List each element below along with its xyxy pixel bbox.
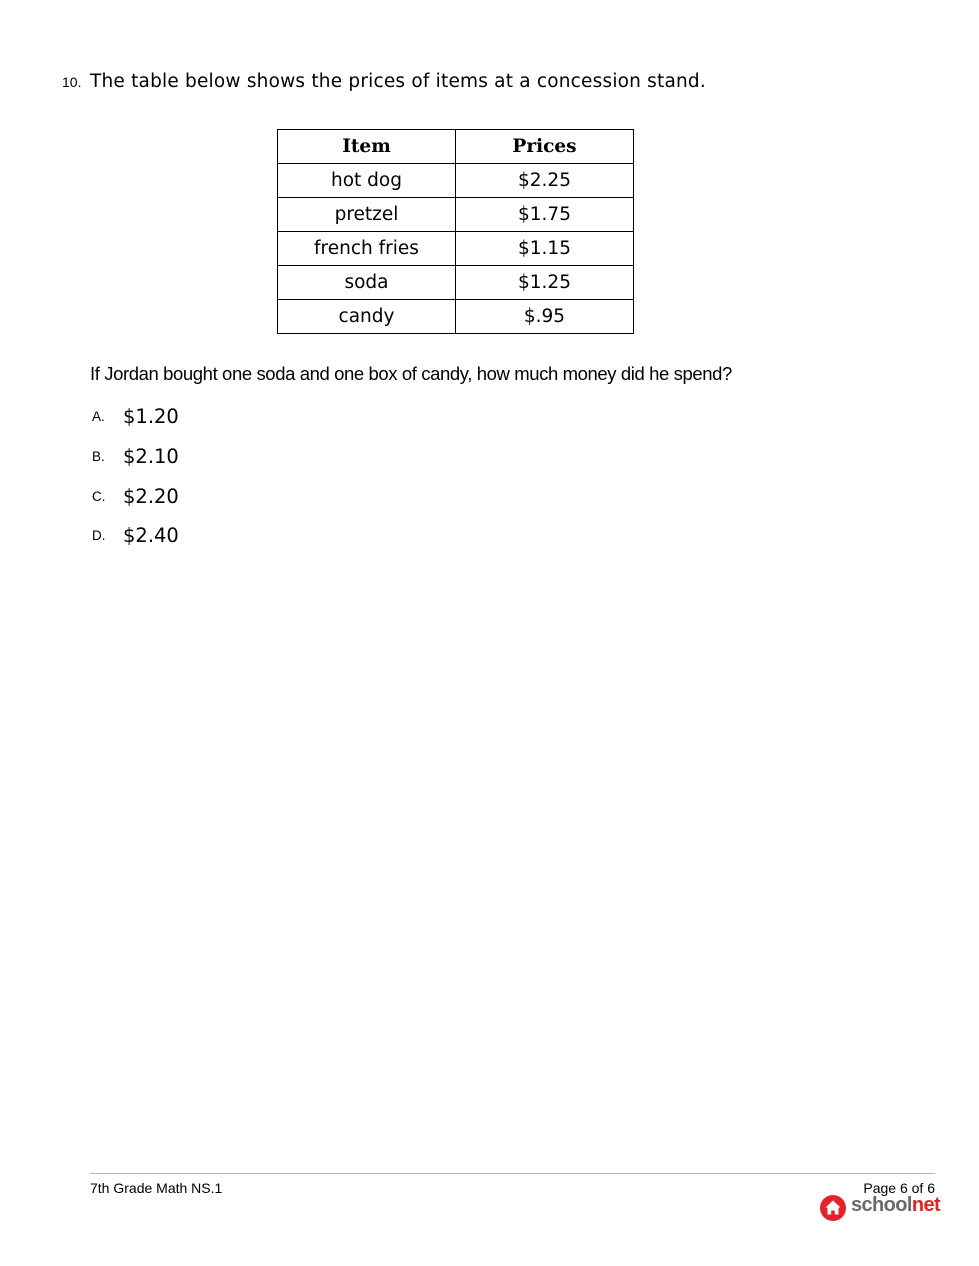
- footer-page-number: Page 6 of 6: [863, 1180, 935, 1196]
- table-row: [278, 164, 634, 198]
- item-cell: soda: [278, 266, 456, 300]
- item-cell: candy: [278, 300, 456, 334]
- table-row: [278, 232, 634, 266]
- item-cell: french fries: [278, 232, 456, 266]
- table-header-row: [278, 130, 634, 164]
- choice-letter: C.: [92, 489, 106, 504]
- price-cell: $.95: [456, 300, 634, 334]
- price-cell: $1.25: [456, 266, 634, 300]
- price-cell: $1.15: [456, 232, 634, 266]
- price-cell: $2.25: [456, 164, 634, 198]
- table-row: [278, 300, 634, 334]
- table-row: [278, 198, 634, 232]
- choice-text: $2.10: [123, 445, 179, 468]
- table-row: [278, 266, 634, 300]
- choice-text: $1.20: [123, 405, 179, 428]
- question-stem: The table below shows the prices of items at a concession stand.: [90, 71, 706, 92]
- item-cell: hot dog: [278, 164, 456, 198]
- choice-letter: D.: [92, 528, 106, 543]
- footer-course-title: 7th Grade Math NS.1: [90, 1180, 223, 1196]
- choice-letter: B.: [92, 449, 105, 464]
- choice-text: $2.20: [123, 485, 179, 508]
- house-icon: [819, 1194, 847, 1227]
- item-cell: pretzel: [278, 198, 456, 232]
- header-item: Item: [278, 130, 456, 164]
- header-prices: Prices: [456, 130, 634, 164]
- question-number: 10.: [62, 74, 82, 90]
- choice-text: $2.40: [123, 524, 179, 547]
- price-table: [277, 129, 634, 334]
- logo-text: schoolnet: [851, 1194, 941, 1216]
- schoolnet-logo: [819, 1194, 939, 1222]
- question-prompt: If Jordan bought one soda and one box of candy, how much money did he spend?: [90, 363, 732, 384]
- footer-divider: [90, 1173, 935, 1174]
- price-cell: $1.75: [456, 198, 634, 232]
- choice-letter: A.: [92, 409, 105, 424]
